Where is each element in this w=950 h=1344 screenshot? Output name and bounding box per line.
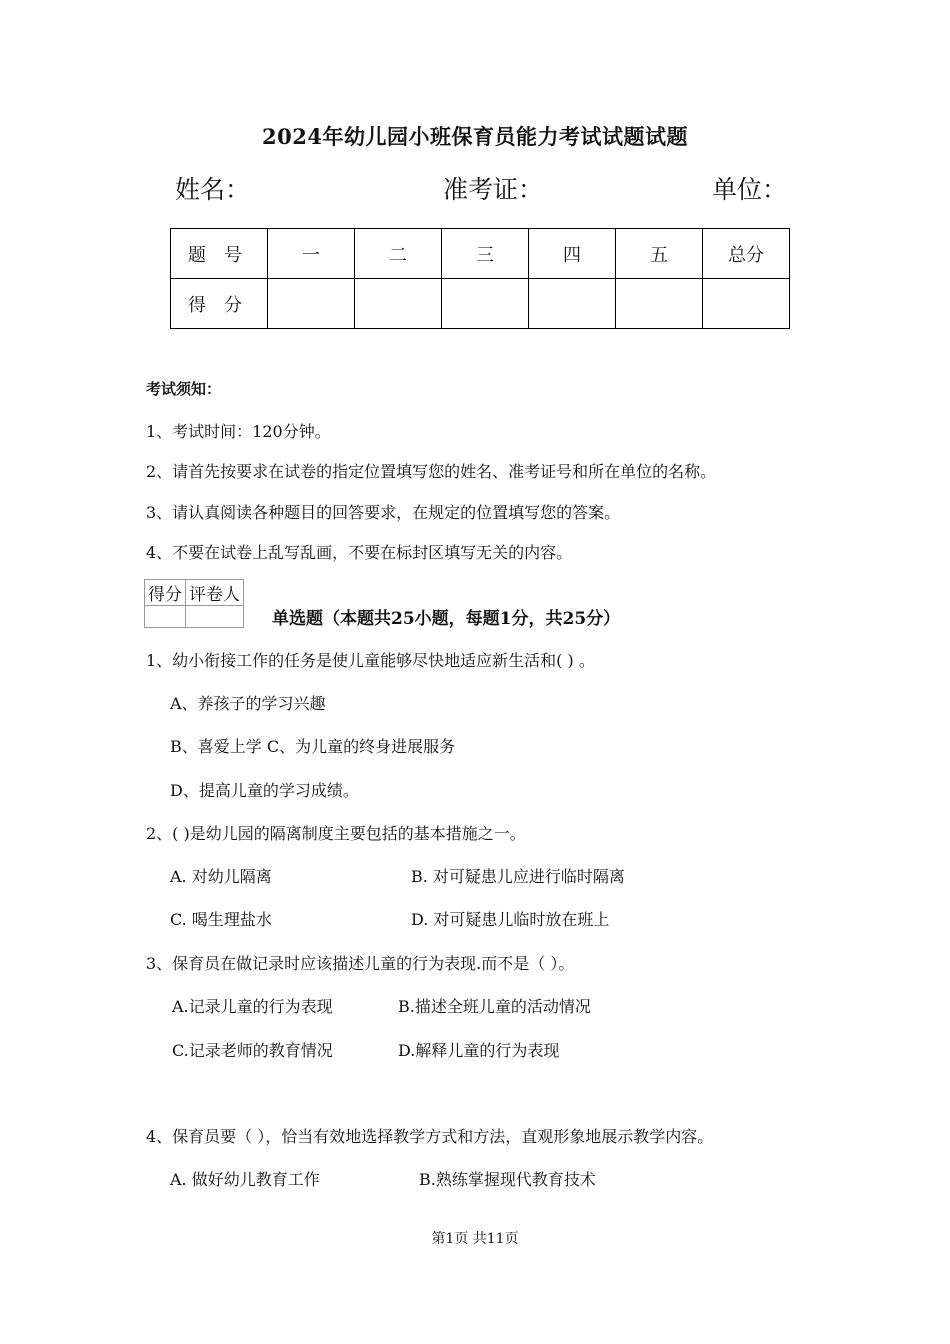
question-stem: 1、幼小衔接工作的任务是使儿童能够尽快地适应新生活和( ) 。 [146,651,595,670]
grader-score-label: 得分 [145,580,186,606]
name-field-label: 姓名： [175,175,251,204]
question-option: A、养孩子的学习兴趣 [170,694,326,713]
question-stem: 4、保育员要（ ），恰当有效地选择教学方式和方法，直观形象地展示教学内容。 [146,1127,714,1146]
column-header: 总分 [703,229,790,279]
question-option: C. 喝生理盐水 [170,910,272,929]
notice-item: 4、不要在试卷上乱写乱画，不要在标封区填写无关的内容。 [146,543,573,562]
score-table-score-row [171,279,790,329]
question-number-label: 题号 [171,229,268,279]
question-option: D. 对可疑患儿临时放在班上 [411,910,610,929]
column-header: 五 [616,229,703,279]
column-header: 一 [268,229,355,279]
score-cell [616,279,703,329]
score-cell [703,279,790,329]
score-cell [529,279,616,329]
score-cell [442,279,529,329]
notice-item: 3、请认真阅读各种题目的回答要求，在规定的位置填写您的答案。 [146,503,621,522]
score-table-header-row [171,229,790,279]
question-option: D、提高儿童的学习成绩。 [170,781,359,800]
page-footer: 第1页 共11页 [431,1231,519,1247]
score-label: 得分 [171,279,268,329]
score-cell [268,279,355,329]
page-title: 2024年幼儿园小班保育员能力考试试题试题 [262,124,688,149]
section-title: 单选题（本题共25小题，每题1分，共25分） [272,609,621,629]
question-option: C.记录老师的教育情况 [172,1041,333,1060]
grader-reviewer-label: 评卷人 [186,580,244,606]
question-option: B. 对可疑患儿应进行临时隔离 [411,867,625,886]
score-cell [355,279,442,329]
notice-item: 1、考试时间：120分钟。 [146,422,331,441]
question-stem: 2、( )是幼儿园的隔离制度主要包括的基本措施之一。 [146,824,526,843]
notice-heading: 考试须知： [146,380,222,398]
column-header: 三 [442,229,529,279]
notice-item: 2、请首先按要求在试卷的指定位置填写您的姓名、准考证号和所在单位的名称。 [146,462,717,481]
question-option: B.描述全班儿童的活动情况 [398,997,591,1016]
column-header: 四 [529,229,616,279]
score-table [170,228,790,329]
question-option: A. 对幼儿隔离 [170,867,272,886]
question-option: B、喜爱上学 C、为儿童的终身进展服务 [170,737,456,756]
grader-score-cell [145,606,186,628]
grader-reviewer-cell [186,606,244,628]
exam-id-field-label: 准考证： [443,175,544,204]
question-stem: 3、保育员在做记录时应该描述儿童的行为表现.而不是（ ）。 [146,954,575,973]
question-option: A. 做好幼儿教育工作 [170,1170,320,1189]
grader-box [144,579,244,628]
question-option: B.熟练掌握现代教育技术 [419,1170,596,1189]
column-header: 二 [355,229,442,279]
question-option: D.解释儿童的行为表现 [398,1041,560,1060]
question-option: A.记录儿童的行为表现 [172,997,333,1016]
unit-field-label: 单位： [712,175,788,204]
